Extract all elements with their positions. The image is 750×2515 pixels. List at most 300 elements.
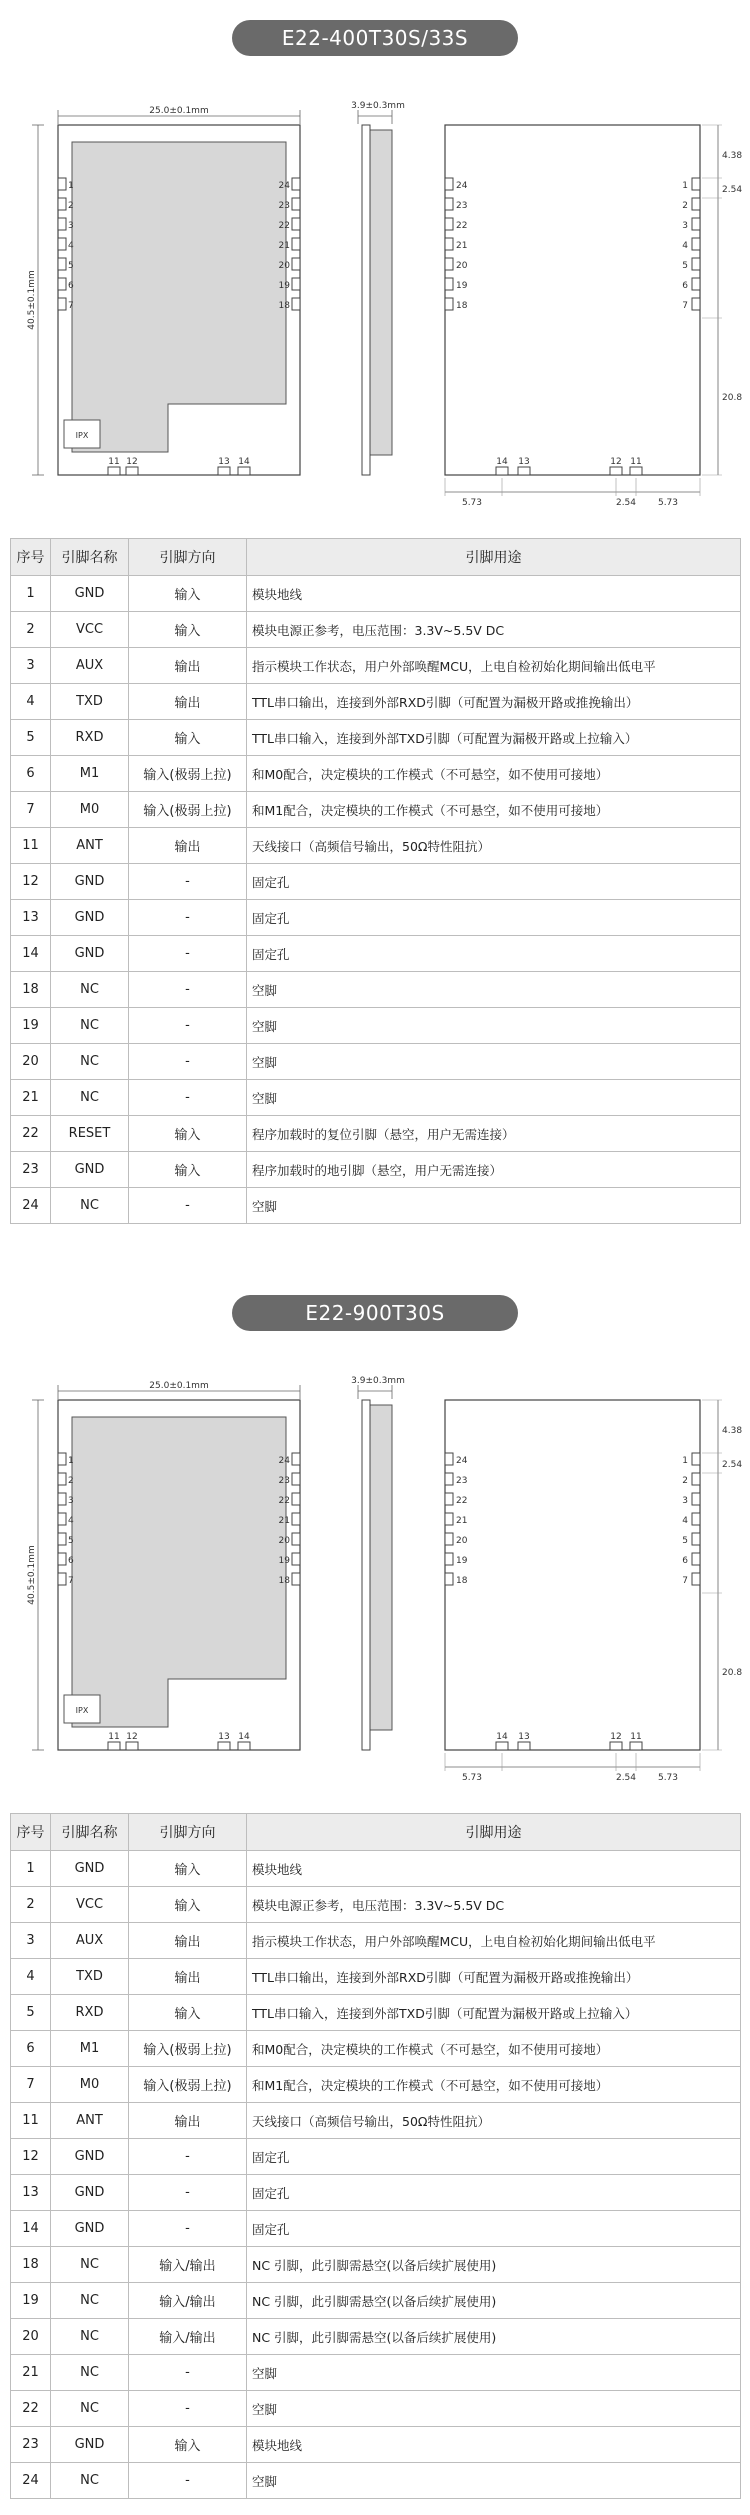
pin-number-label: 14 [496, 1732, 508, 1742]
table-header-row [11, 1814, 741, 1851]
pin-number-cell: 13 [11, 900, 51, 936]
pin-pad [292, 298, 300, 310]
pin-number-label: 18 [456, 301, 468, 311]
pin-name-cell: TXD [51, 684, 129, 720]
pin-number-cell: 18 [11, 2247, 51, 2283]
pin-number-label: 18 [278, 1576, 290, 1586]
dimension-label: 20.8 [722, 393, 743, 403]
pin-number-label: 1 [68, 1456, 74, 1466]
pin-number-label: 24 [278, 181, 290, 191]
pin-number-label: 23 [278, 201, 290, 211]
dimension-label: 4.38 [722, 151, 743, 161]
pin-number-cell: 7 [11, 2067, 51, 2103]
side-shield [370, 130, 392, 455]
pin-pad [692, 1453, 700, 1465]
pin-function-cell: 空脚 [247, 972, 741, 1008]
side-shield [370, 1405, 392, 1730]
pin-number-cell: 13 [11, 2175, 51, 2211]
pin-function-cell: 天线接口（高频信号输出，50Ω特性阻抗） [247, 828, 741, 864]
dimension-label: 5.73 [657, 1773, 679, 1783]
pin-direction-cell: 输入 [129, 1152, 247, 1188]
pin-number-cell: 24 [11, 1188, 51, 1224]
pin-direction-cell: 输入 [129, 1851, 247, 1887]
pin-pad [292, 238, 300, 250]
pin-function-cell: 模块电源正参考，电压范围：3.3V~5.5V DC [247, 612, 741, 648]
pin-function-cell: NC 引脚，此引脚需悬空(以备后续扩展使用) [247, 2247, 741, 2283]
pin-table [10, 538, 741, 1224]
pin-name-cell: NC [51, 2391, 129, 2427]
table-row [11, 2463, 741, 2499]
pin-number-label: 1 [682, 181, 688, 191]
pin-number-label: 13 [218, 1732, 230, 1742]
pin-table [10, 1813, 741, 2499]
pin-name-cell: GND [51, 2175, 129, 2211]
pin-number-label: 4 [68, 241, 74, 251]
pin-number-cell: 23 [11, 2427, 51, 2463]
pin-function-cell: NC 引脚，此引脚需悬空(以备后续扩展使用) [247, 2319, 741, 2355]
table-row [11, 2427, 741, 2463]
pin-pad [58, 1493, 66, 1505]
pin-pad [445, 1553, 453, 1565]
pin-number-label: 6 [682, 281, 688, 291]
pin-number-label: 21 [278, 241, 290, 251]
pin-pad [58, 178, 66, 190]
table-header-cell: 引脚方向 [129, 539, 247, 576]
pin-number-cell: 6 [11, 2031, 51, 2067]
pin-function-cell: NC 引脚，此引脚需悬空(以备后续扩展使用) [247, 2283, 741, 2319]
pin-name-cell: M1 [51, 756, 129, 792]
pin-number-label: 21 [456, 1516, 468, 1526]
table-row [11, 1044, 741, 1080]
pin-direction-cell: - [129, 1188, 247, 1224]
pin-name-cell: NC [51, 1008, 129, 1044]
pin-direction-cell: - [129, 864, 247, 900]
pin-number-cell: 4 [11, 684, 51, 720]
pin-name-cell: GND [51, 2211, 129, 2247]
pin-pad [692, 238, 700, 250]
pin-number-label: 20 [456, 261, 468, 271]
pin-direction-cell: - [129, 2463, 247, 2499]
pin-pad [292, 1533, 300, 1545]
pin-function-cell: 和M1配合，决定模块的工作模式（不可悬空，如不使用可接地） [247, 792, 741, 828]
table-row [11, 1116, 741, 1152]
pin-pad [496, 467, 508, 475]
pin-direction-cell: - [129, 2355, 247, 2391]
pin-function-cell: 模块电源正参考，电压范围：3.3V~5.5V DC [247, 1887, 741, 1923]
pin-pad [108, 1742, 120, 1750]
pin-function-cell: 模块地线 [247, 576, 741, 612]
pin-pad [58, 1573, 66, 1585]
pin-function-cell: 固定孔 [247, 864, 741, 900]
table-row [11, 648, 741, 684]
table-row [11, 576, 741, 612]
pin-pad [692, 1573, 700, 1585]
pin-pad [292, 258, 300, 270]
pin-number-label: 5 [68, 261, 74, 271]
table-row [11, 1851, 741, 1887]
pin-pad [58, 1513, 66, 1525]
pin-number-label: 2 [68, 1476, 74, 1486]
pin-function-cell: 和M0配合，决定模块的工作模式（不可悬空，如不使用可接地） [247, 2031, 741, 2067]
pin-pad [58, 238, 66, 250]
pin-pad [445, 278, 453, 290]
table-header-cell: 引脚方向 [129, 1814, 247, 1851]
pin-number-cell: 3 [11, 1923, 51, 1959]
table-row [11, 2283, 741, 2319]
table-row [11, 1188, 741, 1224]
pin-function-cell: TTL串口输出，连接到外部RXD引脚（可配置为漏极开路或推挽输出） [247, 1959, 741, 1995]
pin-pad [58, 1553, 66, 1565]
pin-number-label: 11 [108, 457, 120, 467]
pin-name-cell: GND [51, 1152, 129, 1188]
table-header-cell: 序号 [11, 1814, 51, 1851]
pin-function-cell: 天线接口（高频信号输出，50Ω特性阻抗） [247, 2103, 741, 2139]
pin-number-cell: 20 [11, 2319, 51, 2355]
pin-pad [292, 1453, 300, 1465]
pin-number-label: 12 [126, 457, 138, 467]
pin-number-label: 19 [456, 281, 468, 291]
pin-pad [445, 218, 453, 230]
pin-number-label: 5 [682, 1536, 688, 1546]
table-header-cell: 引脚名称 [51, 539, 129, 576]
pin-number-label: 7 [682, 301, 688, 311]
dimension-label: 2.54 [722, 185, 743, 195]
module-title: E22-900T30S [232, 1295, 518, 1331]
pin-number-cell: 19 [11, 1008, 51, 1044]
pin-direction-cell: 输出 [129, 1959, 247, 1995]
pin-function-cell: 空脚 [247, 1080, 741, 1116]
pin-function-cell: TTL串口输入，连接到外部TXD引脚（可配置为漏极开路或上拉输入） [247, 1995, 741, 2031]
pin-number-label: 23 [278, 1476, 290, 1486]
pin-pad [496, 1742, 508, 1750]
pin-name-cell: M0 [51, 792, 129, 828]
pin-name-cell: AUX [51, 648, 129, 684]
pin-number-cell: 1 [11, 1851, 51, 1887]
pin-number-cell: 6 [11, 756, 51, 792]
pin-pad [692, 1513, 700, 1525]
pin-direction-cell: - [129, 2211, 247, 2247]
pin-direction-cell: 输出 [129, 828, 247, 864]
pin-pad [692, 1553, 700, 1565]
pin-name-cell: NC [51, 1044, 129, 1080]
pin-number-cell: 2 [11, 1887, 51, 1923]
pin-number-cell: 19 [11, 2283, 51, 2319]
side-board [362, 1400, 370, 1750]
pin-number-label: 3 [682, 1496, 688, 1506]
pin-name-cell: M0 [51, 2067, 129, 2103]
pin-name-cell: GND [51, 864, 129, 900]
table-row [11, 720, 741, 756]
table-row [11, 1959, 741, 1995]
pin-pad [445, 1573, 453, 1585]
pin-pad [445, 1453, 453, 1465]
module-title: E22-400T30S/33S [232, 20, 518, 56]
pin-pad [445, 238, 453, 250]
pin-direction-cell: 输入 [129, 720, 247, 756]
table-row [11, 828, 741, 864]
table-header-cell: 序号 [11, 539, 51, 576]
pin-pad [630, 467, 642, 475]
pin-direction-cell: 输出 [129, 1923, 247, 1959]
pin-pad [630, 1742, 642, 1750]
pin-name-cell: GND [51, 2427, 129, 2463]
pin-direction-cell: - [129, 2139, 247, 2175]
pin-function-cell: 固定孔 [247, 900, 741, 936]
pin-direction-cell: 输入 [129, 1995, 247, 2031]
module-outline-drawing [0, 1375, 750, 1783]
pin-number-label: 14 [238, 1732, 250, 1742]
pin-name-cell: GND [51, 1851, 129, 1887]
pin-pad [445, 1533, 453, 1545]
pin-number-label: 1 [68, 181, 74, 191]
pin-name-cell: NC [51, 2355, 129, 2391]
table-row [11, 2175, 741, 2211]
pin-name-cell: GND [51, 2139, 129, 2175]
pin-number-cell: 22 [11, 2391, 51, 2427]
pin-number-cell: 3 [11, 648, 51, 684]
pin-pad [692, 1533, 700, 1545]
pin-pad [126, 1742, 138, 1750]
pin-direction-cell: 输入 [129, 2427, 247, 2463]
pin-name-cell: NC [51, 2463, 129, 2499]
pin-number-cell: 14 [11, 936, 51, 972]
pin-function-cell: 空脚 [247, 2391, 741, 2427]
pin-number-label: 20 [278, 261, 290, 271]
pin-function-cell: 固定孔 [247, 2175, 741, 2211]
dimension-label: 20.8 [722, 1668, 743, 1678]
pin-number-label: 13 [218, 457, 230, 467]
pin-direction-cell: - [129, 1080, 247, 1116]
ipx-label: IPX [75, 431, 89, 440]
pin-number-label: 19 [456, 1556, 468, 1566]
table-row [11, 1995, 741, 2031]
pin-pad [58, 1533, 66, 1545]
pin-number-label: 6 [68, 281, 74, 291]
pin-number-label: 6 [68, 1556, 74, 1566]
pin-number-label: 14 [238, 457, 250, 467]
pin-number-label: 12 [610, 457, 622, 467]
pin-number-label: 11 [630, 1732, 642, 1742]
pin-function-cell: 程序加载时的复位引脚（悬空，用户无需连接） [247, 1116, 741, 1152]
pin-number-cell: 24 [11, 2463, 51, 2499]
pin-number-label: 2 [68, 201, 74, 211]
dimension-label: 4.38 [722, 1426, 743, 1436]
pin-number-label: 5 [682, 261, 688, 271]
pin-name-cell: RXD [51, 1995, 129, 2031]
dimension-label: 5.73 [657, 498, 679, 508]
pin-pad [692, 278, 700, 290]
table-row [11, 1080, 741, 1116]
width-dimension-label: 25.0±0.1mm [149, 106, 209, 116]
pin-number-cell: 5 [11, 1995, 51, 2031]
pin-number-cell: 12 [11, 2139, 51, 2175]
pin-number-label: 5 [68, 1536, 74, 1546]
pin-number-label: 12 [126, 1732, 138, 1742]
pin-pad [58, 278, 66, 290]
pin-number-label: 2 [682, 201, 688, 211]
table-row [11, 612, 741, 648]
pin-name-cell: ANT [51, 2103, 129, 2139]
dimension-label: 2.54 [615, 1773, 637, 1783]
height-dimension-label: 40.5±0.1mm [27, 270, 37, 330]
pin-number-label: 11 [630, 457, 642, 467]
pin-number-label: 19 [278, 281, 290, 291]
pin-function-cell: 和M0配合，决定模块的工作模式（不可悬空，如不使用可接地） [247, 756, 741, 792]
table-row [11, 936, 741, 972]
module-back-board [445, 1400, 700, 1750]
pin-direction-cell: 输入(极弱上拉) [129, 756, 247, 792]
pin-name-cell: NC [51, 2283, 129, 2319]
table-row [11, 2247, 741, 2283]
pin-number-cell: 14 [11, 2211, 51, 2247]
pin-number-label: 6 [682, 1556, 688, 1566]
module-diagram [0, 100, 750, 508]
pin-number-label: 11 [108, 1732, 120, 1742]
table-row [11, 1152, 741, 1188]
pin-number-label: 23 [456, 1476, 468, 1486]
pin-number-label: 20 [456, 1536, 468, 1546]
pin-name-cell: GND [51, 936, 129, 972]
pin-function-cell: 空脚 [247, 2355, 741, 2391]
table-row [11, 900, 741, 936]
pin-pad [292, 1473, 300, 1485]
pin-pad [445, 1473, 453, 1485]
table-row [11, 2139, 741, 2175]
pin-name-cell: VCC [51, 1887, 129, 1923]
pin-number-label: 24 [456, 1456, 468, 1466]
pin-number-cell: 22 [11, 1116, 51, 1152]
pin-pad [108, 467, 120, 475]
pin-number-cell: 12 [11, 864, 51, 900]
dimension-label: 2.54 [722, 1460, 743, 1470]
module-back-board [445, 125, 700, 475]
pin-number-label: 3 [68, 221, 74, 231]
pin-number-label: 21 [456, 241, 468, 251]
pin-function-cell: 空脚 [247, 1008, 741, 1044]
pin-number-cell: 21 [11, 1080, 51, 1116]
pin-pad [692, 1473, 700, 1485]
dimension-label: 2.54 [615, 498, 637, 508]
pin-direction-cell: 输入 [129, 1116, 247, 1152]
table-row [11, 2391, 741, 2427]
pin-name-cell: RESET [51, 1116, 129, 1152]
pin-pad [58, 218, 66, 230]
dimension-label: 5.73 [461, 1773, 483, 1783]
pin-pad [292, 1493, 300, 1505]
pin-number-label: 7 [68, 1576, 74, 1586]
pin-number-label: 1 [682, 1456, 688, 1466]
table-row [11, 2355, 741, 2391]
thickness-dimension-label: 3.9±0.3mm [351, 101, 405, 111]
pin-pad [218, 467, 230, 475]
pin-name-cell: TXD [51, 1959, 129, 1995]
pin-name-cell: GND [51, 900, 129, 936]
pin-direction-cell: 输出 [129, 648, 247, 684]
pin-function-cell: 空脚 [247, 1044, 741, 1080]
pin-direction-cell: 输出 [129, 2103, 247, 2139]
pin-pad [692, 298, 700, 310]
pin-function-cell: 模块地线 [247, 2427, 741, 2463]
pin-pad [445, 1493, 453, 1505]
pin-name-cell: VCC [51, 612, 129, 648]
thickness-dimension-label: 3.9±0.3mm [351, 1376, 405, 1386]
pin-pad [58, 258, 66, 270]
table-row [11, 2319, 741, 2355]
pin-direction-cell: 输入/输出 [129, 2283, 247, 2319]
pin-function-cell: 和M1配合，决定模块的工作模式（不可悬空，如不使用可接地） [247, 2067, 741, 2103]
table-row [11, 1008, 741, 1044]
pin-pad [58, 1473, 66, 1485]
pin-number-label: 4 [682, 241, 688, 251]
pin-pad [518, 467, 530, 475]
pin-function-cell: 固定孔 [247, 2211, 741, 2247]
pin-number-label: 2 [682, 1476, 688, 1486]
pin-name-cell: NC [51, 2319, 129, 2355]
pin-number-cell: 21 [11, 2355, 51, 2391]
table-row [11, 864, 741, 900]
pin-number-label: 13 [518, 457, 530, 467]
pin-pad [292, 198, 300, 210]
pin-name-cell: ANT [51, 828, 129, 864]
pin-direction-cell: 输入/输出 [129, 2319, 247, 2355]
pin-direction-cell: 输入 [129, 576, 247, 612]
pin-direction-cell: 输入(极弱上拉) [129, 2067, 247, 2103]
pin-direction-cell: - [129, 1044, 247, 1080]
table-row [11, 972, 741, 1008]
pin-pad [445, 258, 453, 270]
pin-function-cell: 固定孔 [247, 2139, 741, 2175]
pin-number-label: 18 [456, 1576, 468, 1586]
pin-name-cell: M1 [51, 2031, 129, 2067]
table-row [11, 2103, 741, 2139]
ipx-label: IPX [75, 1706, 89, 1715]
pin-direction-cell: - [129, 1008, 247, 1044]
pin-pad [692, 218, 700, 230]
pin-number-cell: 2 [11, 612, 51, 648]
module-diagram [0, 1375, 750, 1783]
pin-pad [58, 1453, 66, 1465]
table-row [11, 1923, 741, 1959]
pin-direction-cell: - [129, 2391, 247, 2427]
pin-number-label: 22 [278, 1496, 290, 1506]
pin-pad [58, 298, 66, 310]
pin-number-label: 4 [682, 1516, 688, 1526]
pin-pad [58, 198, 66, 210]
pin-name-cell: AUX [51, 1923, 129, 1959]
pin-pad [218, 1742, 230, 1750]
pin-pad [238, 1742, 250, 1750]
pin-function-cell: 指示模块工作状态，用户外部唤醒MCU，上电自检初始化期间输出低电平 [247, 648, 741, 684]
pin-number-label: 14 [496, 457, 508, 467]
pin-number-cell: 11 [11, 2103, 51, 2139]
pin-pad [445, 178, 453, 190]
pin-number-label: 7 [682, 1576, 688, 1586]
pin-function-cell: 指示模块工作状态，用户外部唤醒MCU，上电自检初始化期间输出低电平 [247, 1923, 741, 1959]
table-row [11, 2211, 741, 2247]
pin-function-cell: TTL串口输入，连接到外部TXD引脚（可配置为漏极开路或上拉输入） [247, 720, 741, 756]
pin-name-cell: NC [51, 2247, 129, 2283]
pin-pad [292, 278, 300, 290]
pin-name-cell: NC [51, 1188, 129, 1224]
pin-direction-cell: 输入 [129, 1887, 247, 1923]
pin-name-cell: RXD [51, 720, 129, 756]
pin-number-cell: 7 [11, 792, 51, 828]
table-header-cell: 引脚名称 [51, 1814, 129, 1851]
pin-pad [238, 467, 250, 475]
pin-direction-cell: 输入/输出 [129, 2247, 247, 2283]
pin-pad [692, 198, 700, 210]
pin-number-label: 24 [278, 1456, 290, 1466]
